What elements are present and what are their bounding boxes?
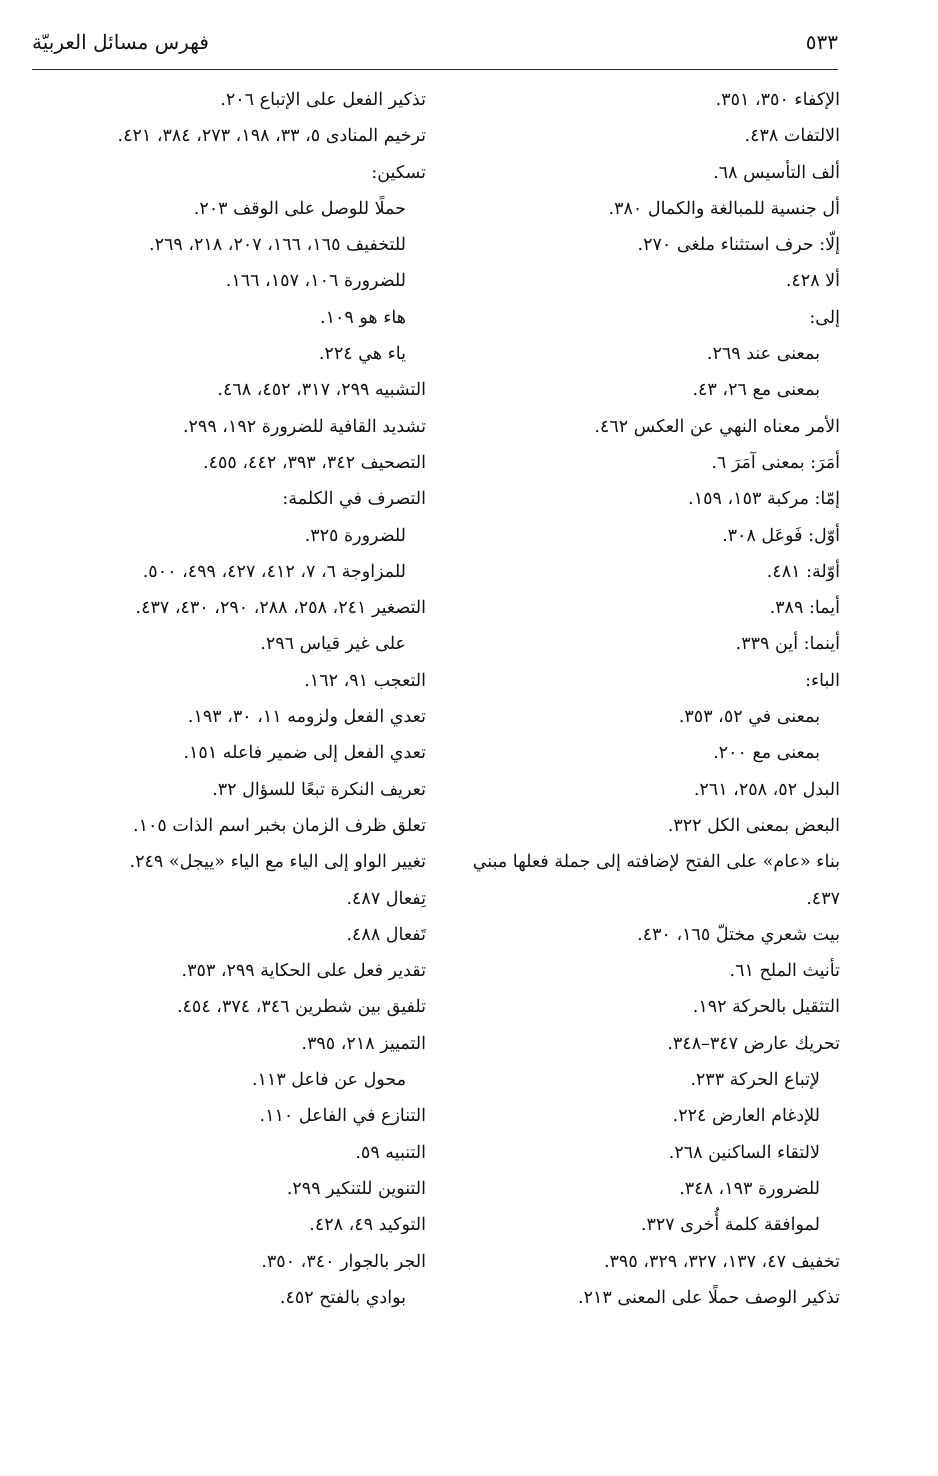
index-entry: بناء «عام» على الفتح لإضافته إلى جملة فعلها مبني <box>472 852 840 873</box>
index-subentry: ياء هي ٢٢٤. <box>318 344 406 365</box>
index-entry: التصرف في الكلمة: <box>282 489 426 510</box>
index-entry: تذكير الوصف حملًا على المعنى ٢١٣. <box>578 1287 840 1308</box>
index-subentry: للضرورة ٣٢٥. <box>304 525 406 546</box>
index-column-left <box>26 82 426 1316</box>
index-subentry: بمعنى عند ٢٦٩. <box>706 344 820 365</box>
index-subentry: بمعنى في ٥٢، ٣٥٣. <box>678 707 820 728</box>
index-entry: أيما: ٣٨٩. <box>769 598 840 619</box>
index-subentry: بوادي بالفتح ٤٥٢. <box>279 1287 406 1308</box>
index-entry: أوّلة: ٤٨١. <box>766 561 840 582</box>
index-entry: تعريف النكرة تبعًا للسؤال ٣٢. <box>212 779 426 800</box>
running-title: فهرس مسائل العربيّة <box>32 30 209 54</box>
index-entry: التنبيه ٥٩. <box>355 1142 426 1163</box>
index-subentry: حملًا للوصل على الوقف ٢٠٣. <box>193 198 406 219</box>
index-entry: ألف التأسيس ٦٨. <box>713 162 840 183</box>
index-entry-continuation: ٤٣٧. <box>806 888 840 909</box>
index-entry: تِفعال ٤٨٧. <box>346 888 426 909</box>
index-entry: أل جنسية للمبالغة والكمال ٣٨٠. <box>608 198 840 219</box>
index-subentry: لإتباع الحركة ٢٣٣. <box>690 1070 820 1091</box>
index-entry: تخفيف ٤٧، ١٣٧، ٣٢٧، ٣٢٩، ٣٩٥. <box>603 1251 840 1272</box>
index-entry: أمَرَ: بمعنى آمَرَ ٦. <box>711 452 840 473</box>
index-entry: الباء: <box>805 670 840 691</box>
index-entry: تأنيث الملح ٦١. <box>729 961 840 982</box>
index-entry: الإكفاء ٣٥٠، ٣٥١. <box>715 90 840 110</box>
index-entry: التصغير ٢٤١، ٢٥٨، ٢٨٨، ٢٩٠، ٤٣٠، ٤٣٧. <box>135 598 426 619</box>
index-entry: تَفعال ٤٨٨. <box>346 924 426 945</box>
index-entry: ترخيم المنادى ٥، ٣٣، ١٩٨، ٢٧٣، ٣٨٤، ٤٢١. <box>117 126 426 147</box>
index-subentry: للمزاوجة ٦، ٧، ٤١٢، ٤٢٧، ٤٩٩، ٥٠٠. <box>142 561 406 582</box>
index-subentry: للضرورة ١٩٣، ٣٤٨. <box>679 1178 820 1199</box>
index-entry: التثقيل بالحركة ١٩٢. <box>692 997 840 1018</box>
header-divider <box>32 69 838 70</box>
index-entry: إلّا: حرف استثناء ملغى ٢٧٠. <box>637 235 840 256</box>
index-entry: أينما: أين ٣٣٩. <box>735 634 840 655</box>
index-subentry: هاء هو ١٠٩. <box>320 307 406 328</box>
index-entry: إلى: <box>809 307 840 328</box>
index-entry: تعدي الفعل إلى ضمير فاعله ١٥١. <box>183 743 426 764</box>
index-subentry: لالتقاء الساكنين ٢٦٨. <box>668 1142 820 1163</box>
index-column-right <box>450 82 840 1316</box>
index-subentry: لموافقة كلمة أُخرى ٣٢٧. <box>640 1215 820 1236</box>
index-entry: الجر بالجوار ٣٤٠، ٣٥٠. <box>261 1251 426 1272</box>
index-entry: تعلق ظرف الزمان بخبر اسم الذات ١٠٥. <box>133 815 426 836</box>
index-entry: تقدير فعل على الحكاية ٢٩٩، ٣٥٣. <box>181 961 426 982</box>
index-entry: بيت شعري مختلّ ١٦٥، ٤٣٠. <box>637 924 840 945</box>
index-entry: تذكير الفعل على الإتباع ٢٠٦. <box>220 90 426 110</box>
index-subentry: بمعنى مع ٢٠٠. <box>713 743 820 764</box>
index-entry: ألا ٤٢٨. <box>785 271 840 292</box>
index-subentry: للإدغام العارض ٢٢٤. <box>672 1106 820 1127</box>
index-entry: التصحيف ٣٤٢، ٣٩٣، ٤٤٢، ٤٥٥. <box>203 452 426 473</box>
index-entry: التنوين للتنكير ٢٩٩. <box>286 1178 426 1199</box>
page-number: ٥٣٣ <box>805 30 838 54</box>
index-subentry: للضرورة ١٠٦، ١٥٧، ١٦٦. <box>225 271 406 292</box>
index-subentry: للتخفيف ١٦٥، ١٦٦، ٢٠٧، ٢١٨، ٢٦٩. <box>149 235 406 256</box>
index-entry: البدل ٥٢، ٢٥٨، ٢٦١. <box>693 779 840 800</box>
index-entry: تلفيق بين شطرين ٣٤٦، ٣٧٤، ٤٥٤. <box>176 997 426 1018</box>
index-entry: الالتفات ٤٣٨. <box>744 126 840 147</box>
page-header <box>32 30 838 70</box>
index-entry: تسكين: <box>371 162 426 183</box>
index-entry: التعجب ٩١، ١٦٢. <box>304 670 426 691</box>
index-entry: التوكيد ٤٩، ٤٢٨. <box>309 1215 426 1236</box>
index-entry: تغيير الواو إلى الياء مع الياء «ييجل» ٢٤٩. <box>129 852 426 873</box>
index-entry: التمييز ٢١٨، ٣٩٥. <box>301 1033 426 1054</box>
index-entry: إمّا: مركبة ١٥٣، ١٥٩. <box>688 489 840 510</box>
index-entry: أوّل: فَوعَل ٣٠٨. <box>722 525 840 546</box>
index-entry: الأمر معناه النهي عن العكس ٤٦٢. <box>594 416 840 437</box>
index-entry: التشبيه ٢٩٩، ٣١٧، ٤٥٢، ٤٦٨. <box>217 380 426 401</box>
index-entry: تحريك عارض ٣٤٧–٣٤٨. <box>667 1033 840 1054</box>
index-subentry: محول عن فاعل ١١٣. <box>251 1070 406 1091</box>
index-entry: تشديد القافية للضرورة ١٩٢، ٢٩٩. <box>182 416 426 437</box>
index-entry: التنازع في الفاعل ١١٠. <box>259 1106 426 1127</box>
index-entry: البعض بمعنى الكل ٣٢٢. <box>667 815 840 836</box>
index-subentry: بمعنى مع ٢٦، ٤٣. <box>692 380 820 401</box>
index-entry: تعدي الفعل ولزومه ١١، ٣٠، ١٩٣. <box>187 707 426 728</box>
index-subentry: على غير قياس ٢٩٦. <box>260 634 406 655</box>
